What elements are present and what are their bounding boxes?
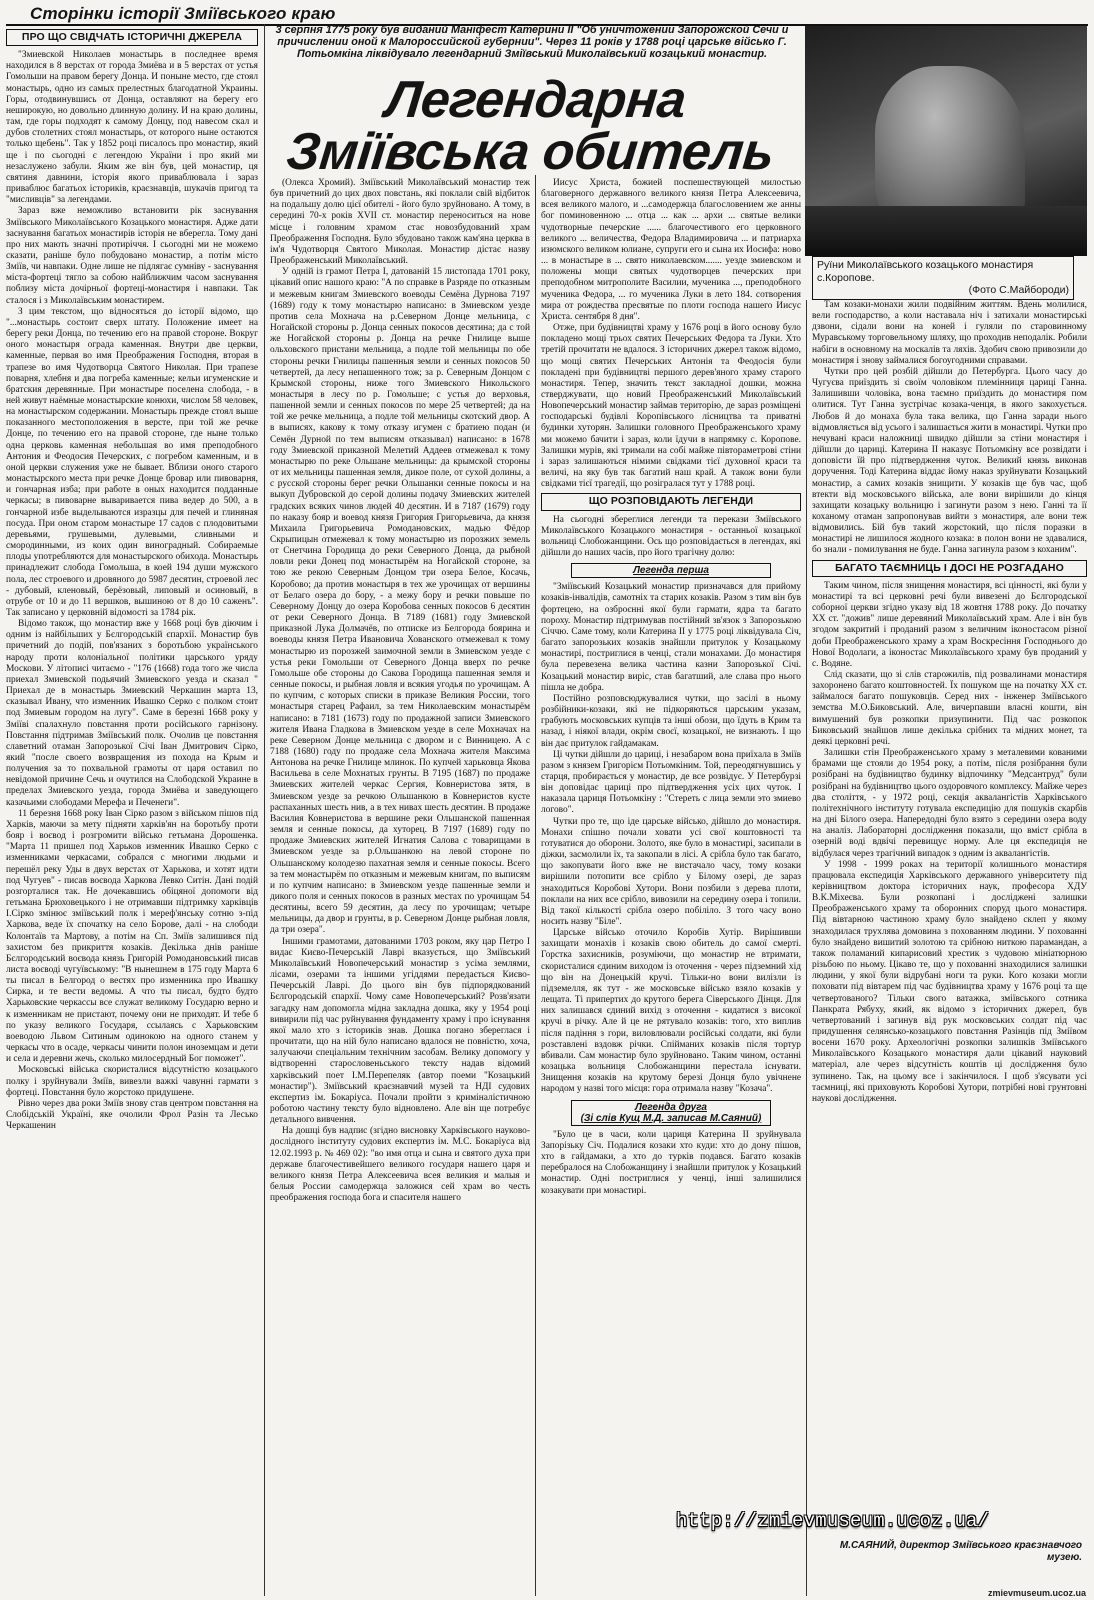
column-3-body-4 (541, 1130, 801, 1197)
article-paragraph: Отже, при будівництві храму у 1676 році в його основу було покладено мощі трьох святих Печерських Федора та Луки. Хто третій прочитати не вдалося. З історичних джерел також відомо, що мощі святих Печерських Антонія та Феодосія були покладені при будівництві першого дерев'яного храму старого монастиря. Тепер, значить текст закладної дошки, можна стверджувати, що новий Преображенський Миколаївський Новопечерський монастир займав територію, де зараз розміщені господарські будівлі Коропівського лісництва та приватні будинки хуторян. Залишки головного Преображенського храму ми можемо бачити і зараз, коли їдучи в напрямку с. Коропове. Залишки мурів, які тримали на собі майже півтораметрові стіни і зараз залишаються німими свідками тієї духовної краси та величі, на яку був так багатий наш край. А також вони були свідками тієї трагедії, що розігралася тут у 1788 році. (541, 323, 801, 490)
column-4-body-1 (812, 300, 1087, 557)
photo-caption (812, 256, 1074, 300)
article-paragraph: Там козаки-монахи жили подвійним життям. Вдень молилися, вели господарство, а коли наставала ніч і затихали монастирські дзвони, сідали вони на коней і гуляли по старовинному Муравському торговельному шляху, що проходив неподалік. Робили набіги в основному на москалів та ляхів. Здобич свою привозили до монастиря і знову займалися богоугодними справами. (812, 300, 1087, 366)
photo-credit: (Фото С.Майбороди) (968, 284, 1069, 296)
article-paragraph: Чутки про те, що іде царське військо, дійшло до монастиря. Монахи спішно почали ховати усі свої коштовності та готуватися до оборони. Золото, яке було в монастирі, засипали в діжки, засмолили їх, та закопали в лісі. А срібла було так багато, що закопувати його вже не вистачало часу, тому козаки вирішили потопити все срібло у Білому озері, де зараз знаходиться Коробові Хутори. Вони позбили з дерева плоти, поклали на них все срібло, вивозили на середину озера і топили. Від такої кількості срібла озеро побіліло. З того часу воно носить назву "Біле". (541, 816, 801, 927)
article-paragraph: Ці чутки дійшли до цариці, і незабаром вона приїхала в Зміїв разом з князем Григорієм Потьомкіним. Той, переодягнувшись у старця, пробирається у монастир, де все розвідує. У Петербурзі він доповідає цариці про підтвердження усіх цих чуток. І наказала цариця Потьомкіну : "Стереть с лица земли это змиево логово". (541, 749, 801, 816)
legend-one-heading: Легенда перша (571, 563, 771, 578)
column-rule (535, 175, 536, 1596)
column-1 (6, 26, 258, 1596)
article-paragraph: "Зміївський Козацький монастир призначався для прийому козаків-інвалідів, самотніх та старих козаків. Разом з тим він був фортецею, на озброєнні якої були гармати, ядра та багато пороху. Монастир підтримував постійний зв'язок з Запорозькою Січчю. Саме тому, коли Катерина II у 1775 році ліквідувала Січ, багато запорозьких козаків знайшли притулок у Козацькому монастирі, постриглися в ченці, стали монахами. До монастиря була перевезена велика частина казни Запорозької Січі. Козацький монастир виріс, став багатший, але слава про нього пішла не добра. (541, 582, 801, 693)
column-2-body (270, 178, 530, 1204)
article-paragraph: Чутки про цей розбій дійшли до Петербурга. Цього часу до Чугуєва приїздить зі своїм чоловіком племінниця цариці Ганна. Залишивши чоловіка, вона таємно приїздить до монастиря пом олитися. Тут Ганна зустрічає козака-ченця, в якого закохується. Любов й до монаха була така велика, що Ганна заради нього відмовляється від усього і залишається жити в монастирі. Чутки про нечувані краси наложниці швидко дійшли за стіни монастиря і дійшли до цариці. Катерина II наказує Потьомкіну все розвідати і доповісти їй про підтвердження чуток. Великий князь виконав доручення. Тоді Катерина віддає йому наказ зруйнувати Козацький монастир, а самих козаків знищити. У козаків ще був час, щоб втекти від московського війська, але вони вирішили до кінця захищати козацьку вольницю і загинути разом з нею. Ганні та її коханому отаман запропонував вийти з монастиря, але вони теж відмовились. Бій був такий жорстокий, що після поразки в монастирі не лишилося жодного козака: в полон вони не здавалися, бо знали - помилування не буде. Ганна загинула разом з коханим". (812, 366, 1087, 556)
article-paragraph: 11 березня 1668 року Іван Сірко разом з військом пішов під Харків, маючи за мету підняти харків'ян на боротьбу проти бояр і воєвод і розгромити військо гетьмана Дорошенка. "Марта 11 пришел под Харьков изменник Ивашко Серко с изменниками черкасами, собрался с многими людьми и перешёл реку Уды в двух верстах от Харькова, и хотят идти под Чугуев" - писав воєвода Харкова Левко Ситін. Дані подій розгорталися так. Не дочекавшись обіцяної допомоги від гетьмана Брюховецького і не отримавши підтримку харківців І.Сірко змінює зміївський полк і мереф'янську сотню з-під Харкова, веде їх спочатку на село Борове, далі - на слободи Колонтаїв та Мартову, а потім на Сп. Зміїв залишився під захистом без прикриття козаків. Декілька днів раніше Бєлгородський воєвода князь Григорій Ромодановський писав листа воєводі чугуївському: "В нынешнем в 175 году Марта 6 ты писал в Белгород о вестях про изменника про Ивашку Сирка, и те вести ведомы. А что ты писал, будто будто Харьковские черкассы все служат великому Государю верно и к изменникам не пристают, почему они не приходят. И тебе б по указу великого Государя, ссылаясь с Харьковским воеводою Львом Ситиным одинокою на одного станем у черкасы что в осаде, черкасы чинити полон иноземцам и дети и села и деревни жечь, сколько милосердный Бог поможет". (6, 808, 258, 1065)
column-4 (812, 300, 1087, 1538)
article-paragraph: "Було це в часи, коли цариця Катерина II зруйнувала Запорізьку Січ. Подалися козаки хто куди: хто до дону пішов, хто в гайдамаки, а хто до турків подався. Багато козаків перебралося на Слобожанщину і знайшли притулок у Козацький монастир. Одні постриглися у ченці, інші залишилися козакувати при монастирі. (541, 1129, 801, 1196)
legend-two-heading (571, 1100, 771, 1126)
article-paragraph: Рівно через два роки Зміїв знову став центром повстання на Слобідській Україні, яке очолили Фрол Разін та Лесько Черкашенин (6, 1098, 258, 1132)
article-lead: 3 серпня 1775 року був виданий Маніфест Катерини II "Об уничтожении Запорожской Сечи и причислении оной к Малороссийской губернии". Через 11 років у 1788 році царське військо Г. Потьомкіна ліквідувало легендарний Зміївський Миколаївський козацький монастир. (275, 24, 789, 60)
box-heading-mysteries: БАГАТО ТАЄМНИЦЬ І ДОСІ НЕ РОЗГАДАНО (812, 560, 1087, 577)
legend-two-title: Легенда друга (634, 1101, 707, 1113)
column-rule (264, 24, 265, 1596)
site-watermark: zmievmuseum.ucoz.ua (987, 1588, 1086, 1598)
article-paragraph: У 1998 - 1999 роках на території колишнього монастиря працювала експедиція Харківського державного університету під керівництвом доктора історичних наук, професора ХДУ В.К.Міхеєва. Були розкопані і досліджені залишки Преображенського храму та оборонних споруд цього монастиря. Під вівтарною частиною храму було знайдено склеп у якому знаходилася трухлява домовина з похованням людини. У похованні було знайдено вишитий золотою та срібною ниткою парамандан, а також поламаний кипарисовий хрестик з чудовою мініатюрною різьбою по ньому. Цікаво те, що у похованні знаходилися залишки людини, у якої були відрубані ноги та руки. Кого козаки могли поховати під вівтарем під час будівництва храму у 1676 році та ще четвертованого? Тільки свого ватажка, зміївського сотника Панкрата Рябуху, який, як відомо з історичних джерел, був четвертований і загинув від рук московських солдат під час придушення селянсько-козацького повстання Разінців під Зміївом восени 1670 року. Археологічні розкопки залишків Зміївського Миколаївського Козацького монастиря дали цікавий науковий матеріал, але через відсутність коштів ці дослідження було зупинено. Так, на цьому все і закінчилося. І щоб з'ясувати усі таємниці, які приховують Коробові Хутори, потрібні нові грунтовні наукові дослідження. (812, 859, 1087, 1104)
column-3-body-3 (541, 582, 801, 1095)
article-paragraph: Іншими грамотами, датованими 1703 роком, яку цар Петро I видає Києво-Печерській Лаврі вказується, що Зміївський Миколаївський Новопечерський монастир з усіма землями, лісами, озерами та іншими угіддями передається Києво-Печерській Лаврі. До цього він був підпорядкований Бєлгородській єпархії. Чому саме Новопечерський? Розв'язати загадку нам допомогла мідна закладна дошка, яку у 1954 році вивирили під час руйнування фундаменту храму і про існування якої мало хто з істориків знав. Дошка погано збереглася і прочитати, що на ній було написано вдалося не повністю, хоча, залучаючи спеціальним технічним засобам. Велику допомогу у відтворенні старословеньського тексту надав відомий харківський поет І.М.Перепеляк (автор поеми "Козацький монастир"). Зміївський краєзнавчий музей та НДІ судових експертиз ім. Бокаріуса. Почали пройти з криміналістичною роботою частину тексту було відновлено. Але він ще потребує детального вивчення. (270, 936, 530, 1126)
article-paragraph: (Олекса Хромий). Зміївський Миколаївський монастир теж був причетний до цих двох повстань, які поклали свій відбиток на подальшу долю цієї обителі - його було зруйновано. А тому, в середині 70-х років XVII ст. монастир переноситься на нове місце і головним храмом стає новозбудований храм Преображення Господня. Було збудовано також кам'яна церква в ім'я Чудотворця Святого Миколая. Монастир дістає назву Преображенський Миколаївський. (270, 178, 530, 267)
article-paragraph: На дошці був надпис (згідно висновку Харківського науково-дослідного інституту судових експертиз ім. М.С. Бокаріуса від 12.02.1993 р. № 469 02): "во имя отца и сына и святого духа при державе благочестивейшего великого государя нашего царя и великого князя Петра Алексеевича всея великия и малыя и белыя России самодержца заложися сей храм во честь преображения господа бога и спасителя нашего (270, 1126, 530, 1204)
column-4-body-2 (812, 581, 1087, 1105)
article-paragraph: Московські війська скористалися відсутністю козацького полку і зруйнували Зміїв, вивезли важкі чавунні гармати з фортеці. Повстання було жорстоко придушене. (6, 1065, 258, 1098)
article-paragraph: Иисус Христа, божией поспешествующей милостью благоверного державного великого князя Петра Алексеевича, всея великого малого, и ...самодержца благословением же анны бог поминовенною ... отца ... как ... архи ... святые велики чудотворные печерские ...... благочестивого его церковного великого ... величества, Федора Владимировича ... и патриарха изюмского великом юлиане, супруги его и сына их Иосифа: ново ... в монастыре в ... свято николаевском....... уезде змиевском и положены мощи святых чудотворцев печерских при преподобном митрополите Василии, мученика ..., преподобного мученика Федора, ... го мученика Луки в лето 184. сотворения мира от рождества пресвятые по плоти господа нашего Иисус Христа. сентября 8 дня". (541, 178, 801, 322)
column-2 (270, 178, 530, 1596)
author-signature: М.САЯНИЙ, директор Зміївського краєзнавчого музею. (839, 1540, 1082, 1563)
column-rule (806, 300, 807, 1596)
column-3-body-2 (541, 515, 801, 560)
article-paragraph: З цим текстом, що відносяться до історії відомо, що "...монастырь состоит сверх штату. Положение имеет на берегу реки Донца, по течению его на правой стороне. Вокруг оного монастыря ограда каменная. Внутри две церкви, каменные, первая во имя Преображения Господня, вторая в трапезе во имя Чудотворца Святого Николая. При трапезе поварня, хлебня и два погреба каменные; кельи игуменские и братския деревянные. При монастыре поселена слобода, - в ней живут наёмные монастырские конюхи, числом 58 человек, на монастырском содержании. Монастырь прежде стоял выше показанного местоположения в версте, при той же речке Донце, по течению его на правой стороне, где ныне только одна церковь каменная небольшая во имя преподобного Антония и Феодосия Печерских, с погребом каменным, и в оной церкви служения уже не бывает. Вблизи оного старого монастырского места при речке Донце бровар или пивоварня, и гончарная изба; при работе в оных находится подданные черкасы; в пивоварне вываривается пива ведер до 500, а в гончарной избе выделываются изразцы для печей и глиняная посуда. При оном старом монастыре 17 садов с плодовитыми деревьями, грушевыми, дулевыми, сливными и смородинными, из коих один виноградный. Собираемые плоды употребляются для монастырского обихода. Монастырь принадлежит слобода Гомольша, в коей 194 души мужского пола, лес строевого и дровяного до 5987 десятин, строевой лес - дубовый, кленовый, берёзовый, липовый и осиновый, в отрубе от 10 и до 11 вершков, вышиною от 8 до 10 саженъ". Так записано у церковній відомості за 1784 рік. (6, 306, 258, 618)
article-paragraph: Залишки стін Преображенського храму з металевими кованими брамами ще стояли до 1954 року, а потім, після розібрання були розібрані на будівництво будинку відпочинку "Медсантруд" були розібрані на будівництво цього оздоровчого комплексу. Майже через два століття, - у 1972 році, секція аквалангістів Харківського політехнічного інституту готувала експедицію для пошуків скарбів на дні Білого озера. Напередодні було взято з середини озера воду на аналіз. Лабораторні дослідження показали, що вміст срібла в озерній воді вдвічі перевищує норму. Але ця експедиція не відбулася через трагічний випадок з одним із аквалангістів. (812, 748, 1087, 859)
article-paragraph: У одній із грамот Петра I, датованій 15 листопада 1701 року, цікавий опис нашого краю: "А по справке в Разряде по отказным и межевым книгам Змиевского воеводы Семёна Дурнова 7197 (1689) году к тому монастырю написано: в Змиевском уезде против села Мохнача на р.Северном Донце мельница, с Ногайской стороны р. Донца сенных покосов десятина; да с той же Ногайской стороны р. Донца на речке Гнилице выше ольховского пристани мельница, а подле той мельницы по обе стороны речки Гнилицы пашенныя земли и сенных покосов 50 четвертей, да лесу непашенного тож; за р. Северным Донцом с Крымской стороны, ниже того Змиевского Никольского монастыря в лесу по р. Гомольше; с устья до верховья, пашенной земли и сенных покосов по мере 25 четвертей; да на той же речке мельница, а подле той мельницы скотский двор. А в выписях, какову к тому отказу игумен с братиею подан (и Семён Дурной по тем выписям отказывал) написано: в 1678 году Змиевской приказной Мелетий Аддеев отмежевал к тому монастырю по реке Ольшане мельницы: да крымской стороны от их мельницы пашенная земля, дикое поле, от сухой долины, а с русской стороны берег речки Ольшанки сенные покосы и на выкуп Дубровской до серой долины подачу Змиевских жителей градских всяких чинов людей 40 десятин. И в 7187 (1679) году по наказу бояр и воевод князя Григория Григорьевича, да князя Михаила Григорьевича Ромодановских, мадью Фёдор Скрыпицын отмежевал к тому монастырю из порозжих земель от Снетчина Городища до реки Северного Донца, да рыбной ловли реки Донец под монастырём на Ногайской стороне, за тою же рекою Северным Донцом три озера Белое, Косачь, Коробово; да против монастыря в тех же урочищах от вершины от Белаго озера до бору, - а межу бору и речки повыше по Северному Донцу до озера Коробова сенных покосов 6 десятин от реки Северного Донца. В 7189 (1681) году Змиевской приказной Лука Долмачёв, по отписке из Белгорода боярина и воеводы князя Петра Ивановича Хованского отмежевал к тому монастырю из порозжей заимочной земли в Змиевском уезде с устья реки Гомольши от Северного Донца вверх по речке Гомольше обе стороны до Сакова Городища пашенная земля и сенные покосы, и рыбная ловля и всякия угодья по урочищам. А по купчим, с которых списки в приказе Великия России, того монастыря старец Рафаил, за тем Николаевским монастырём написано: в 7181 (1673) году по продажной записи Змиевского жителя Ивана Гладкова в Змиевском уезде в селе Мохначах на реке Северном Донце мельница с двором и с Винницею. А с 7188 (1680) году по продаже села Мохнача жителя Максима Антонова на речке Гнилице млинок. По купчей харьковца Якова Васильева в селе Мохнатых грунты. В 7195 (1687) по продаже Змиевских жителей черкас Сергия, Ковнеристова зятя, в Змиевском уезде за речкою Ольшанкою в Ковнеристов кусте распаханных шесть нив, а в тех нивах шесть десятин. В продаже Василия Ковнеристова в вершине реки Ольшанской пашенная земля и сенные покосы, да хуторец. В 7197 (1689) году по продаже Змиевских жителей Игнатия Салова с товарищами в Змиевском уезде за р.Ольшанкою на левой стороне по Ольшанскому колодезю пахатная земля и сенные покосы. Всего за тем монастырём по отказным и межевым книгам, по выписям и по купчим написано: в Змиевском уезде пашенные земли и дикого поля и сенных покосов в разных местах по урочищам 54 десятины, всего 59 десятин, да лесу по урочищам; четыре мельницы, да двор и грунты, в р. Северном Донце рыбная ловля, да три озера". (270, 267, 530, 936)
column-3-body-1 (541, 178, 801, 490)
box-heading-sources: ПРО ЩО СВІДЧАТЬ ІСТОРИЧНІ ДЖЕРЕЛА (6, 29, 258, 46)
article-paragraph: Зараз вже неможливо встановити рік заснування Зміївського Миколаївського Козацького монастиря. Адже дати заснування багатьох монастирів історія не вберегла. Тому дані про них мають значні протиріччя. І сьогодні ми не можемо сказати, раніше було побудовано монастир, а потім місто Зміїв, чи навпаки. Одне лише не підлягає сумніву - заснування міста-фортеці тягло за собою найближчим часом заснування поблизу міста дочірньої фортеці-монастиря і навпаки. Так сталося і з Миколаївським монастирем. (6, 206, 258, 306)
article-paragraph: Таким чином, після знищення монастиря, всі цінності, які були у монастирі та всі церковні речі були вивезені до Бєлгородської соборної церкви згідно указу від 18 жовтня 1788 року. До початку XX ст. "дожив" лише деревяний Миколаївський храм. Але і він був згодом закритий і проданий разом з величним іконостасом різної доби Преображенського храму а храм Воскресіння Господнього до Нової Водолаги, а іконостас Миколаївського храму був проданий у с. Водяне. (812, 580, 1087, 669)
article-paragraph: На сьогодні збереглися легенди та перекази Зміївського Миколаївського Козацького монастиря - останньої козацької вольниці Слобожанщини. Ось що розповідається в легендах, які дійшли до наших часів, про його трагічну долю: (541, 514, 801, 558)
column-1-body (6, 50, 258, 1132)
article-paragraph: Відомо також, що монастир вже у 1668 році був діючим і одним із найбільших у Бєлгородській єпархії. Монастир був причетний до подій, пов'язаних з боротьбою українського народу проти колоніальної політики царського уряду Москови. У літописі читаємо - "176 (1668) года того же числа приехал Змиевской подьячий Змиевского уезда и сказал " Приехал де в монастырь Змиевский Черкашин марта 13, сказывал Ивану, что изменник Ивашко Серко с полком стоит под Змиевым городом на лугу". Саме в березні 1668 року у Зміїві спалахнуло повстання проти російського гарнізону. Повстання підтримав Зміївський полк. Очолив це повстання славетний отаман Запорозької Січі Іван Дмитрович Сірко, який "после своего возвращения из похода на Крым и получения за то похвальной грамоты от царя оставил по невідомой причине Сечь и очутился на Слободской Украине в пределах Змиевского уезда, города Змиёва и заведующего казачьими слободами Мерефа и Печенеги". (6, 619, 258, 808)
museum-url-watermark[interactable]: http://zmievmuseum.ucoz.ua/ (676, 1510, 990, 1532)
box-heading-legends: ЩО РОЗПОВІДАЮТЬ ЛЕГЕНДИ (541, 493, 801, 510)
ruins-photo (805, 26, 1087, 256)
photo-ground (805, 206, 1087, 256)
article-paragraph: Царське військо оточило Коробів Хутір. Вирішивши захищати монахів і козаків свою обитель до самої смерті. Горстка захисників, розуміючи, що монастир не втримати, скористалися єдиним виходом із оточення - через підземний хід що він на Донецькій кручі. Тільки-но вони вилізли із підземелля, як тут - же московське військо взяло козаків у лещата. Ті припертих до крутого берега Сіверського Дінця. Для них залишався єдиний вихід з оточення - кидатися з високої кручі в річку. Але й це не рятувало козаків: того, хто виплив після падіння з гори, виловлювали російські солдати, які були розставлені вздовж річки. Спійманих козаків після тортур вбивали. Сам монастир було зруйновано. Таким чином, останні козацька вольниця Слобожанщини перестала існувати. Знищення козаків на крутому березі Донця було увічнене народом у назві того місця: гора отримала назву "Козача". (541, 928, 801, 1095)
article-paragraph: Слід сказати, що зі слів старожилів, під розвалинами монастиря захоронено багато коштовностей. Їх пошуком ще на початку XX ст. займалося багато пошуковців. Серед них - інженер Зміївського земства М.О.Биковський. Але, вичерпавши власні кошти, він вимушений був розкопки призупинити. Під час розкопок Биковський знайшов лише декілька срібних та мідних монет, та деякі церковні речі. (812, 670, 1087, 747)
section-header-bar (6, 4, 1088, 26)
article-paragraph: Постійно розповсюджувалися чутки, що засілі в ньому розбійники-козаки, які не підкоряються царським указам, грабують московських купців та інші обози, що їдуть в Крим та назад, і ніякої влади, окрім своєї, козацької, не визнають. І що він дає притулок гайдамакам. (541, 693, 801, 749)
legend-two-source: (Зі слів Кущ М.Д. записав М.Саяний) (580, 1112, 762, 1124)
article-paragraph: "Змиевской Николаев монастырь в последнее время находился в 8 верстах от города Змиёва и в 5 верстах от устья Гомольши на правом берегу Донца. И поныне место, где стоял монастырь, одно из самых прелестных благодатной Украины. Горы, отодвинувшись от Донца, оставляют на берегу его неширокую, но довольно длинную долину. И на краю долины, там, где горы подходят к самому Донцу, под навесом скал и дубов столетних стоял монастырь, от которого ныне остаются только щебень". Так у 1852 році писалось про монастир, який ще і по сьогодні є легендою України і про який ми незаслужено забули. Яким же він був, цей монастир, ця святиня давнини, історія якого приваблювала і зараз приваблює багатьох істориків, краєзнавців, шукачів пригод та "мисливців" за легендами. (6, 50, 258, 206)
column-3 (541, 178, 801, 1596)
photo-caption-text: Руїни Миколаївського козацького монастиря с.Коропове. (817, 259, 1034, 284)
section-title: Сторінки історії Зміївського краю (30, 4, 336, 23)
article-headline: Легендарна Зміївська обитель (283, 71, 777, 181)
